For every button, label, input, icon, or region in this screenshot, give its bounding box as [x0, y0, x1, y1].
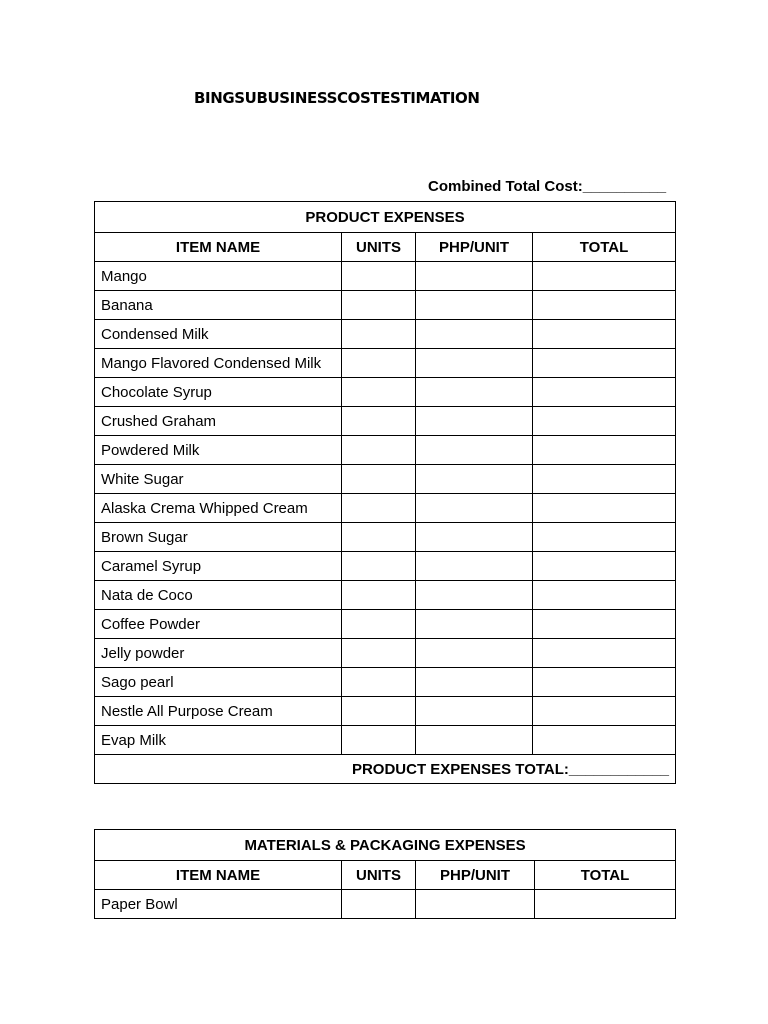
units-cell[interactable] [342, 552, 416, 581]
item-name-cell: Brown Sugar [95, 523, 342, 552]
header-php-unit: PHP/UNIT [416, 233, 533, 262]
item-name-cell: Powdered Milk [95, 436, 342, 465]
item-name-cell: Caramel Syrup [95, 552, 342, 581]
item-name-cell: Mango [95, 262, 342, 291]
product-expenses-table [94, 201, 676, 784]
header-total: TOTAL [535, 861, 676, 890]
item-name-cell: Alaska Crema Whipped Cream [95, 494, 342, 523]
units-cell[interactable] [342, 610, 416, 639]
php-unit-cell[interactable] [416, 378, 533, 407]
total-cell[interactable] [533, 320, 676, 349]
table-row [95, 407, 676, 436]
total-cell[interactable] [535, 890, 676, 919]
php-unit-cell[interactable] [416, 610, 533, 639]
php-unit-cell[interactable] [416, 890, 535, 919]
item-name-cell: Chocolate Syrup [95, 378, 342, 407]
total-cell[interactable] [533, 378, 676, 407]
item-name-cell: Crushed Graham [95, 407, 342, 436]
item-name-cell: Sago pearl [95, 668, 342, 697]
units-cell[interactable] [342, 581, 416, 610]
php-unit-cell[interactable] [416, 581, 533, 610]
table-header-row [95, 861, 676, 890]
item-name-cell: White Sugar [95, 465, 342, 494]
table-row [95, 320, 676, 349]
table-row [95, 291, 676, 320]
header-units: UNITS [342, 233, 416, 262]
units-cell[interactable] [342, 726, 416, 755]
total-cell[interactable] [533, 610, 676, 639]
units-cell[interactable] [342, 465, 416, 494]
table-row [95, 581, 676, 610]
units-cell[interactable] [342, 523, 416, 552]
table-row [95, 552, 676, 581]
table-row [95, 465, 676, 494]
total-cell[interactable] [533, 291, 676, 320]
header-php-unit: PHP/UNIT [416, 861, 535, 890]
item-name-cell: Banana [95, 291, 342, 320]
header-item-name: ITEM NAME [95, 861, 342, 890]
total-cell[interactable] [533, 581, 676, 610]
combined-total-cost-label: Combined Total Cost:__________ [428, 178, 667, 195]
table-row [95, 494, 676, 523]
total-cell[interactable] [533, 639, 676, 668]
total-cell[interactable] [533, 465, 676, 494]
table-row [95, 668, 676, 697]
php-unit-cell[interactable] [416, 291, 533, 320]
table-row [95, 639, 676, 668]
product-expenses-title: PRODUCT EXPENSES [95, 202, 676, 233]
table-row [95, 697, 676, 726]
units-cell[interactable] [342, 436, 416, 465]
units-cell[interactable] [342, 697, 416, 726]
item-name-cell: Paper Bowl [95, 890, 342, 919]
table-row [95, 726, 676, 755]
php-unit-cell[interactable] [416, 465, 533, 494]
units-cell[interactable] [342, 378, 416, 407]
units-cell[interactable] [342, 262, 416, 291]
materials-expenses-title: MATERIALS & PACKAGING EXPENSES [95, 830, 676, 861]
total-cell[interactable] [533, 349, 676, 378]
php-unit-cell[interactable] [416, 320, 533, 349]
table-row [95, 349, 676, 378]
total-cell[interactable] [533, 523, 676, 552]
item-name-cell: Nestle All Purpose Cream [95, 697, 342, 726]
php-unit-cell[interactable] [416, 523, 533, 552]
table-row [95, 378, 676, 407]
units-cell[interactable] [342, 494, 416, 523]
header-total: TOTAL [533, 233, 676, 262]
table-row [95, 262, 676, 291]
units-cell[interactable] [342, 890, 416, 919]
item-name-cell: Mango Flavored Condensed Milk [95, 349, 342, 378]
item-name-cell: Coffee Powder [95, 610, 342, 639]
total-cell[interactable] [533, 262, 676, 291]
header-units: UNITS [342, 861, 416, 890]
php-unit-cell[interactable] [416, 552, 533, 581]
header-item-name: ITEM NAME [95, 233, 342, 262]
units-cell[interactable] [342, 668, 416, 697]
total-cell[interactable] [533, 494, 676, 523]
php-unit-cell[interactable] [416, 494, 533, 523]
item-name-cell: Jelly powder [95, 639, 342, 668]
total-cell[interactable] [533, 697, 676, 726]
item-name-cell: Condensed Milk [95, 320, 342, 349]
php-unit-cell[interactable] [416, 436, 533, 465]
item-name-cell: Evap Milk [95, 726, 342, 755]
total-cell[interactable] [533, 436, 676, 465]
php-unit-cell[interactable] [416, 262, 533, 291]
units-cell[interactable] [342, 639, 416, 668]
document-title: BINGSUBUSINESSCOSTESTIMATION [194, 89, 480, 107]
php-unit-cell[interactable] [416, 726, 533, 755]
item-name-cell: Nata de Coco [95, 581, 342, 610]
table-row [95, 890, 676, 919]
units-cell[interactable] [342, 349, 416, 378]
table-row [95, 523, 676, 552]
table-header-row [95, 233, 676, 262]
php-unit-cell[interactable] [416, 407, 533, 436]
php-unit-cell[interactable] [416, 349, 533, 378]
product-expenses-total-label: PRODUCT EXPENSES TOTAL:____________ [95, 755, 676, 784]
table-row [95, 436, 676, 465]
total-cell[interactable] [533, 552, 676, 581]
units-cell[interactable] [342, 291, 416, 320]
total-cell[interactable] [533, 407, 676, 436]
materials-expenses-table [94, 829, 676, 919]
php-unit-cell[interactable] [416, 639, 533, 668]
php-unit-cell[interactable] [416, 697, 533, 726]
table-row [95, 610, 676, 639]
total-cell[interactable] [533, 668, 676, 697]
php-unit-cell[interactable] [416, 668, 533, 697]
units-cell[interactable] [342, 407, 416, 436]
units-cell[interactable] [342, 320, 416, 349]
total-cell[interactable] [533, 726, 676, 755]
